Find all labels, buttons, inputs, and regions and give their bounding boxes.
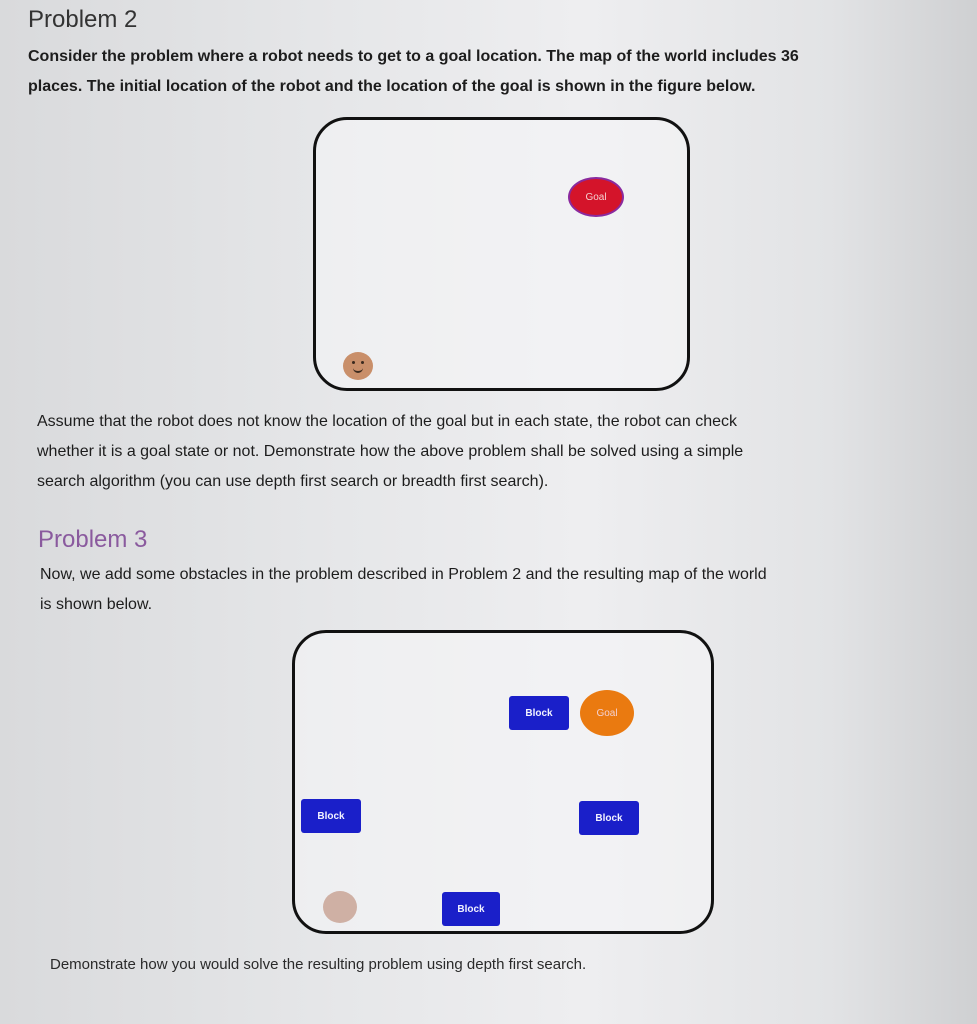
problem-2-task-line-3: search algorithm (you can use depth first search or breadth first search). — [37, 473, 549, 490]
goal-marker — [580, 690, 634, 736]
block-obstacle: Block — [301, 799, 361, 833]
problem-3-line-2: is shown below. — [40, 596, 153, 613]
problem-3-line-1: Now, we add some obstacles in the problem described in Problem 2 and the resulting map of the world — [40, 566, 767, 583]
goal-marker — [568, 177, 624, 217]
problem-2-task-line-2: whether it is a goal state or not. Demonstrate how the above problem shall be solved using a simple — [37, 443, 744, 460]
problem-2-task — [37, 407, 743, 497]
world-map-2 — [292, 630, 714, 934]
problem-3-title: Problem 3 — [38, 526, 148, 553]
problem-2-description — [28, 42, 799, 102]
world-map-1 — [313, 117, 690, 391]
problem-3-description — [40, 560, 767, 620]
problem-3-task: Demonstrate how you would solve the resulting problem using depth first search. — [50, 956, 587, 973]
goal-label: Goal — [596, 707, 618, 719]
robot-icon — [343, 352, 373, 380]
problem-2-title: Problem 2 — [28, 6, 138, 33]
goal-label: Goal — [585, 191, 607, 203]
problem-2-task-line-1: Assume that the robot does not know the location of the goal but in each state, the robot can check — [37, 413, 737, 430]
robot-icon — [323, 891, 357, 923]
problem-2-line-2: places. The initial location of the robot and the location of the goal is shown in the figure below. — [28, 78, 756, 95]
problem-2-line-1: Consider the problem where a robot needs to get to a goal location. The map of the world includes 36 — [28, 48, 799, 65]
block-obstacle: Block — [442, 892, 500, 926]
block-obstacle: Block — [579, 801, 639, 835]
block-obstacle: Block — [509, 696, 569, 730]
